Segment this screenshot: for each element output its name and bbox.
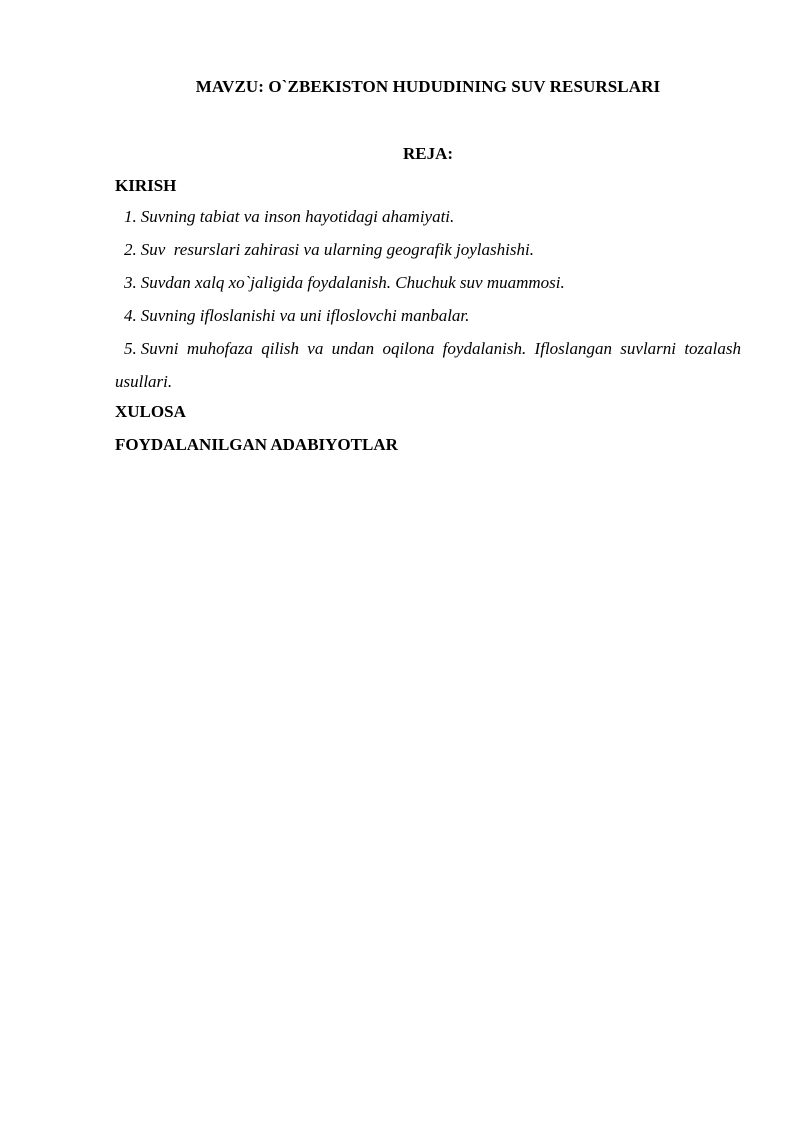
plan-item-3	[115, 266, 741, 299]
plan-item-number: 3.	[124, 273, 137, 292]
plan-item-text: Suvning ifloslanishi va uni ifloslovchi manbalar.	[140, 306, 470, 325]
plan-item-text: Suvni muhofaza qilish va undan oqilona foydalanish. Ifloslangan suvlarni tozalash usullari.	[115, 339, 741, 391]
plan-item-5	[115, 332, 741, 398]
plan-heading: REJA:	[402, 144, 454, 163]
intro-heading: KIRISH	[115, 176, 177, 195]
plan-item-text: Suv resurslari zahirasi va ularning geografik joylashishi.	[140, 240, 534, 259]
plan-item-4	[115, 299, 741, 332]
references-heading: FOYDALANILGAN ADABIYOTLAR	[115, 435, 398, 454]
document-title: MAVZU: O`ZBEKISTON HUDUDINING SUV RESURSLARI	[195, 77, 661, 96]
plan-item-number: 5.	[124, 339, 137, 358]
plan-item-number: 1.	[124, 207, 137, 226]
plan-item-number: 4.	[124, 306, 137, 325]
plan-item-text: Suvdan xalq xo`jaligida foydalanish. Chuchuk suv muammosi.	[140, 273, 565, 292]
plan-item-number: 2.	[124, 240, 137, 259]
plan-item-2	[115, 233, 741, 266]
conclusion-heading: XULOSA	[115, 402, 186, 421]
plan-item-text: Suvning tabiat va inson hayotidagi ahamiyati.	[140, 207, 455, 226]
plan-item-1	[115, 200, 741, 233]
